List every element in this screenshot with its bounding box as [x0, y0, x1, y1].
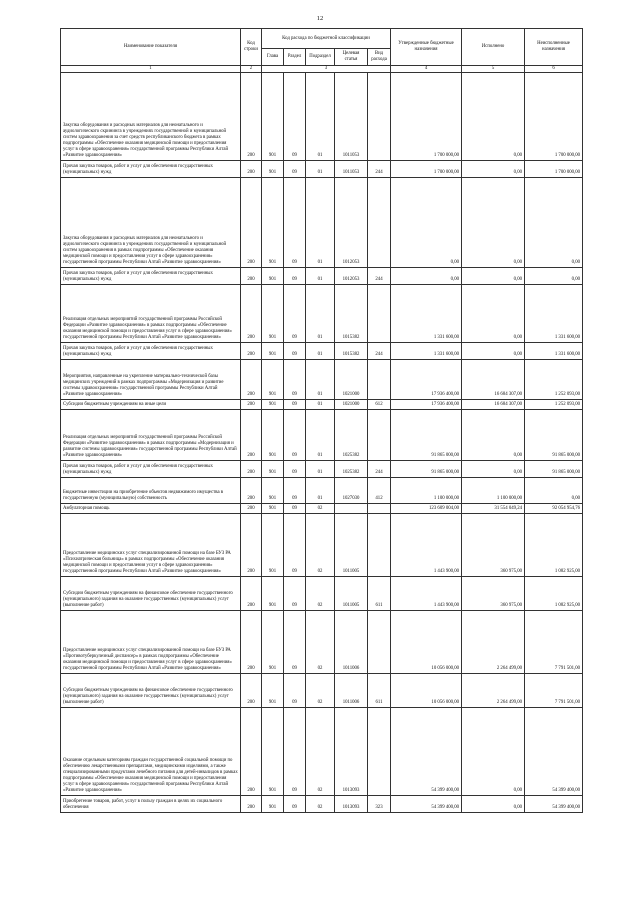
- row-razdel: 09: [284, 674, 306, 708]
- row-target: 1011005: [335, 514, 368, 577]
- row-name: Бюджетные инвестиции на приобретение объектов недвижимого имущества в государственную (муниципальную) собственность: [61, 478, 241, 504]
- table-row: [61, 178, 583, 268]
- row-vid: [368, 514, 391, 577]
- row-approved: 123 609 004,00: [391, 504, 462, 514]
- row-name: Реализация отдельных мероприятий государственной программы Российской Федерации «Развитие здравоохранения» в рамках подпрограммы «Обеспечение оказания медицинской помощи и предоставления услуг в сфере здравоохранения» государственной программы Республики Алтай «Развитие здравоохранения»: [61, 285, 241, 343]
- row-executed: 0,00: [462, 285, 525, 343]
- row-unexecuted: 0,00: [525, 178, 583, 268]
- row-unexecuted: 7 791 501,00: [525, 674, 583, 708]
- row-executed: 0,00: [462, 796, 525, 813]
- row-target: 1011006: [335, 674, 368, 708]
- column-number: 1: [61, 66, 241, 73]
- row-executed: 0,00: [462, 73, 525, 161]
- row-podrazdel: 02: [306, 796, 335, 813]
- table-row: [61, 161, 583, 178]
- table-row: [61, 400, 583, 410]
- row-approved: 10 056 000,00: [391, 611, 462, 674]
- row-podrazdel: 02: [306, 674, 335, 708]
- table-row: [61, 268, 583, 285]
- header-razdel: Раздел: [284, 49, 306, 66]
- row-glava: 901: [262, 73, 284, 161]
- row-glava: 901: [262, 410, 284, 461]
- row-vid: 612: [368, 400, 391, 410]
- header-target: Целевая статья: [335, 49, 368, 66]
- row-podrazdel: 01: [306, 400, 335, 410]
- row-name: Закупка оборудования и расходных материалов для неонатального и аудиологического скрининга в учреждениях государственной и муниципальной систем здравоохранения за счет средств республиканского бюджета в рамках подпрограммы «Обеспечение оказания медицинской помощи и предоставления услуг в сфере здравоохранения» государственной программы Республики Алтай «Развитие здравоохранения»: [61, 73, 241, 161]
- row-glava: 901: [262, 285, 284, 343]
- column-number: 3: [262, 66, 391, 73]
- row-code: 200: [241, 343, 262, 360]
- row-vid: [368, 178, 391, 268]
- row-code: 200: [241, 674, 262, 708]
- row-podrazdel: 02: [306, 577, 335, 611]
- row-podrazdel: 02: [306, 504, 335, 514]
- row-name: Мероприятия, направленные на укрепление материально-технической базы медицинских учреждений в рамках подпрограммы «Модернизация и развитие системы здравоохранения» государственной программы Республики Алтай «Развитие здравоохранения»: [61, 360, 241, 400]
- row-target: 1013093: [335, 796, 368, 813]
- table-row: [61, 674, 583, 708]
- row-razdel: 09: [284, 268, 306, 285]
- row-executed: 360 975,00: [462, 514, 525, 577]
- row-executed: 2 264 499,00: [462, 611, 525, 674]
- row-code: 200: [241, 461, 262, 478]
- row-glava: 901: [262, 796, 284, 813]
- row-name: Прочая закупка товаров, работ и услуг для обеспечения государственных (муниципальных) нужд: [61, 161, 241, 178]
- row-code: 200: [241, 360, 262, 400]
- row-razdel: 09: [284, 410, 306, 461]
- row-name: Оказание отдельным категориям граждан государственной социальной помощи по обеспечению лекарственными препаратами, медицинскими изделиями, а также специализированными продуктами лечебного питания для детей-инвалидов в рамках подпрограммы «Обеспечение оказания медицинской помощи и предоставления услуг в сфере здравоохранения» государственной программы Республики Алтай «Развитие здравоохранения»: [61, 708, 241, 796]
- row-razdel: 09: [284, 611, 306, 674]
- row-target: [335, 504, 368, 514]
- row-unexecuted: 1 082 925,00: [525, 514, 583, 577]
- row-vid: 244: [368, 343, 391, 360]
- row-approved: 1 443 900,00: [391, 514, 462, 577]
- row-executed: 0,00: [462, 410, 525, 461]
- row-approved: 1 331 600,00: [391, 343, 462, 360]
- table-row: [61, 611, 583, 674]
- header-executed: Исполнено: [462, 29, 525, 66]
- row-target: 1012053: [335, 178, 368, 268]
- row-podrazdel: 02: [306, 514, 335, 577]
- row-glava: 901: [262, 611, 284, 674]
- column-number: 6: [525, 66, 583, 73]
- table-row: [61, 73, 583, 161]
- row-executed: 0,00: [462, 178, 525, 268]
- table-row: [61, 796, 583, 813]
- row-executed: 16 684 307,00: [462, 400, 525, 410]
- row-podrazdel: 01: [306, 343, 335, 360]
- row-approved: 54 399 400,00: [391, 796, 462, 813]
- row-target: 1013093: [335, 708, 368, 796]
- header-podrazdel: Подраздел: [306, 49, 335, 66]
- row-target: 1027030: [335, 478, 368, 504]
- row-approved: 1 443 900,00: [391, 577, 462, 611]
- row-glava: 901: [262, 178, 284, 268]
- row-podrazdel: 01: [306, 268, 335, 285]
- table-row: [61, 410, 583, 461]
- header-name: Наименование показателя: [61, 29, 241, 66]
- row-razdel: 09: [284, 343, 306, 360]
- row-approved: 17 936 400,00: [391, 360, 462, 400]
- row-glava: 901: [262, 514, 284, 577]
- row-glava: 901: [262, 400, 284, 410]
- header-vid: Вид расхода: [368, 49, 391, 66]
- table-row: [61, 514, 583, 577]
- row-glava: 901: [262, 478, 284, 504]
- row-name: Предоставление медицинских услуг специализированной помощи на базе БУЗ РА «Психиатрическая больница» в рамках подпрограммы «Обеспечение оказания медицинской помощи и предоставления услуг в сфере здравоохранения» государственной программы Республики Алтай «Развитие здравоохранения»: [61, 514, 241, 577]
- row-name: Приобретение товаров, работ, услуг в пользу граждан в целях их социального обеспечения: [61, 796, 241, 813]
- row-glava: 901: [262, 360, 284, 400]
- row-approved: 0,00: [391, 268, 462, 285]
- table-row: [61, 461, 583, 478]
- row-podrazdel: 01: [306, 410, 335, 461]
- row-executed: 31 554 049,24: [462, 504, 525, 514]
- row-razdel: 09: [284, 478, 306, 504]
- row-glava: 901: [262, 708, 284, 796]
- row-approved: 54 399 400,00: [391, 708, 462, 796]
- row-vid: [368, 73, 391, 161]
- table-row: [61, 343, 583, 360]
- row-razdel: 09: [284, 400, 306, 410]
- row-vid: [368, 360, 391, 400]
- row-code: 200: [241, 611, 262, 674]
- row-target: 1021000: [335, 400, 368, 410]
- row-code: 200: [241, 73, 262, 161]
- row-razdel: 09: [284, 461, 306, 478]
- row-unexecuted: 1 331 600,00: [525, 343, 583, 360]
- table-body: [61, 73, 583, 813]
- row-vid: [368, 410, 391, 461]
- row-podrazdel: 01: [306, 73, 335, 161]
- row-target: 1011053: [335, 73, 368, 161]
- row-approved: 1 700 000,00: [391, 161, 462, 178]
- row-code: 200: [241, 178, 262, 268]
- row-unexecuted: 92 054 954,76: [525, 504, 583, 514]
- row-razdel: 09: [284, 708, 306, 796]
- header-glava: Глава: [262, 49, 284, 66]
- row-glava: 901: [262, 343, 284, 360]
- row-unexecuted: 91 865 000,00: [525, 410, 583, 461]
- row-podrazdel: 02: [306, 611, 335, 674]
- row-unexecuted: 1 331 600,00: [525, 285, 583, 343]
- page-number: 12: [316, 15, 324, 22]
- row-name: Предоставление медицинских услуг специализированной помощи на базе БУЗ РА «Противотуберкулезный диспансер» в рамках подпрограммы «Обеспечение оказания медицинской помощи и предоставления услуг в сфере здравоохранения» государственной программы Республики Алтай «Развитие здравоохранения»: [61, 611, 241, 674]
- row-unexecuted: 7 791 501,00: [525, 611, 583, 674]
- row-razdel: 09: [284, 178, 306, 268]
- row-name: Прочая закупка товаров, работ и услуг для обеспечения государственных (муниципальных) нужд: [61, 268, 241, 285]
- row-target: 1012053: [335, 268, 368, 285]
- row-approved: 1 331 600,00: [391, 285, 462, 343]
- row-code: 200: [241, 268, 262, 285]
- row-vid: [368, 611, 391, 674]
- row-vid: 244: [368, 268, 391, 285]
- row-target: 1021000: [335, 360, 368, 400]
- column-number: 2: [241, 66, 262, 73]
- row-executed: 2 264 499,00: [462, 674, 525, 708]
- table-row: [61, 504, 583, 514]
- row-approved: 0,00: [391, 178, 462, 268]
- row-vid: 611: [368, 674, 391, 708]
- row-vid: 611: [368, 577, 391, 611]
- column-number-row: [61, 66, 583, 73]
- table-row: [61, 577, 583, 611]
- row-unexecuted: 54 399 400,00: [525, 796, 583, 813]
- row-razdel: 09: [284, 285, 306, 343]
- row-glava: 901: [262, 161, 284, 178]
- row-code: 200: [241, 410, 262, 461]
- row-razdel: 09: [284, 360, 306, 400]
- row-glava: 901: [262, 577, 284, 611]
- row-name: Субсидии бюджетным учреждениям на финансовое обеспечение государственного (муниципального) задания на оказание государственных (муниципальных) услуг (выполнение работ): [61, 577, 241, 611]
- row-unexecuted: 1 252 093,00: [525, 400, 583, 410]
- row-executed: 0,00: [462, 268, 525, 285]
- table-row: [61, 360, 583, 400]
- row-podrazdel: 01: [306, 478, 335, 504]
- table-row: [61, 285, 583, 343]
- row-name: Прочая закупка товаров, работ и услуг для обеспечения государственных (муниципальных) нужд: [61, 461, 241, 478]
- row-glava: 901: [262, 268, 284, 285]
- row-target: 1015382: [335, 343, 368, 360]
- column-number: 5: [462, 66, 525, 73]
- row-podrazdel: 01: [306, 178, 335, 268]
- table-row: [61, 478, 583, 504]
- row-code: 200: [241, 796, 262, 813]
- row-razdel: 09: [284, 796, 306, 813]
- header-unexecuted: Неисполненные назначения: [525, 29, 583, 66]
- row-approved: 91 865 000,00: [391, 410, 462, 461]
- row-executed: 0,00: [462, 461, 525, 478]
- row-target: 1011005: [335, 577, 368, 611]
- row-razdel: 09: [284, 73, 306, 161]
- header-approved: Утвержденные бюджетные назначения: [391, 29, 462, 66]
- table-row: [61, 708, 583, 796]
- row-vid: [368, 285, 391, 343]
- row-executed: 1 100 000,00: [462, 478, 525, 504]
- row-vid: 323: [368, 796, 391, 813]
- row-unexecuted: 0,00: [525, 268, 583, 285]
- row-approved: 10 056 000,00: [391, 674, 462, 708]
- row-executed: 360 975,00: [462, 577, 525, 611]
- row-glava: 901: [262, 461, 284, 478]
- row-target: 1015382: [335, 285, 368, 343]
- row-razdel: 09: [284, 161, 306, 178]
- row-vid: 412: [368, 478, 391, 504]
- row-code: 200: [241, 504, 262, 514]
- row-code: 200: [241, 478, 262, 504]
- row-vid: 244: [368, 161, 391, 178]
- budget-execution-table: [60, 28, 583, 813]
- row-vid: 244: [368, 461, 391, 478]
- row-code: 200: [241, 400, 262, 410]
- row-approved: 17 936 400,00: [391, 400, 462, 410]
- row-razdel: 09: [284, 514, 306, 577]
- row-unexecuted: 0,00: [525, 478, 583, 504]
- row-target: 1011053: [335, 161, 368, 178]
- row-unexecuted: 1 082 925,00: [525, 577, 583, 611]
- row-target: 1011006: [335, 611, 368, 674]
- row-unexecuted: 54 399 400,00: [525, 708, 583, 796]
- row-name: Закупка оборудования и расходных материалов для неонатального и аудиологического скрининга в учреждениях государственной и муниципальной систем здравоохранения в рамках подпрограммы «Обеспечение оказания медицинской помощи и предоставления услуг в сфере здравоохранения» государственной программы Республики Алтай «Развитие здравоохранения»: [61, 178, 241, 268]
- row-code: 200: [241, 514, 262, 577]
- row-vid: [368, 504, 391, 514]
- row-code: 200: [241, 577, 262, 611]
- row-name: Реализация отдельных мероприятий государственной программы Российской Федерации «Развитие здравоохранения» в рамках подпрограммы «Модернизация и развитие системы здравоохранения» государственной программы Республики Алтай «Развитие здравоохранения»: [61, 410, 241, 461]
- row-glava: 901: [262, 504, 284, 514]
- row-unexecuted: 1 700 000,00: [525, 73, 583, 161]
- row-name: Субсидии бюджетным учреждениям на финансовое обеспечение государственного (муниципального) задания на оказание государственных (муниципальных) услуг (выполнение работ): [61, 674, 241, 708]
- row-podrazdel: 01: [306, 285, 335, 343]
- row-executed: 0,00: [462, 708, 525, 796]
- row-name: Субсидии бюджетным учреждениям на иные цели: [61, 400, 241, 410]
- row-name: Амбулаторная помощь: [61, 504, 241, 514]
- row-approved: 1 700 000,00: [391, 73, 462, 161]
- row-glava: 901: [262, 674, 284, 708]
- row-code: 200: [241, 285, 262, 343]
- column-number: 4: [391, 66, 462, 73]
- row-target: 1025382: [335, 461, 368, 478]
- row-approved: 91 865 000,00: [391, 461, 462, 478]
- row-target: 1025382: [335, 410, 368, 461]
- row-executed: 0,00: [462, 161, 525, 178]
- row-unexecuted: 91 865 000,00: [525, 461, 583, 478]
- row-razdel: 09: [284, 504, 306, 514]
- header-classification: Код расхода по бюджетной классификации: [262, 29, 391, 49]
- row-podrazdel: 02: [306, 708, 335, 796]
- row-razdel: 09: [284, 577, 306, 611]
- row-unexecuted: 1 700 000,00: [525, 161, 583, 178]
- row-podrazdel: 01: [306, 360, 335, 400]
- header-code: Код строки: [241, 29, 262, 66]
- row-code: 200: [241, 708, 262, 796]
- row-podrazdel: 01: [306, 461, 335, 478]
- row-executed: 0,00: [462, 343, 525, 360]
- row-approved: 1 100 000,00: [391, 478, 462, 504]
- row-vid: [368, 708, 391, 796]
- row-executed: 16 684 307,00: [462, 360, 525, 400]
- row-podrazdel: 01: [306, 161, 335, 178]
- row-code: 200: [241, 161, 262, 178]
- row-name: Прочая закупка товаров, работ и услуг для обеспечения государственных (муниципальных) нужд: [61, 343, 241, 360]
- row-unexecuted: 1 252 093,00: [525, 360, 583, 400]
